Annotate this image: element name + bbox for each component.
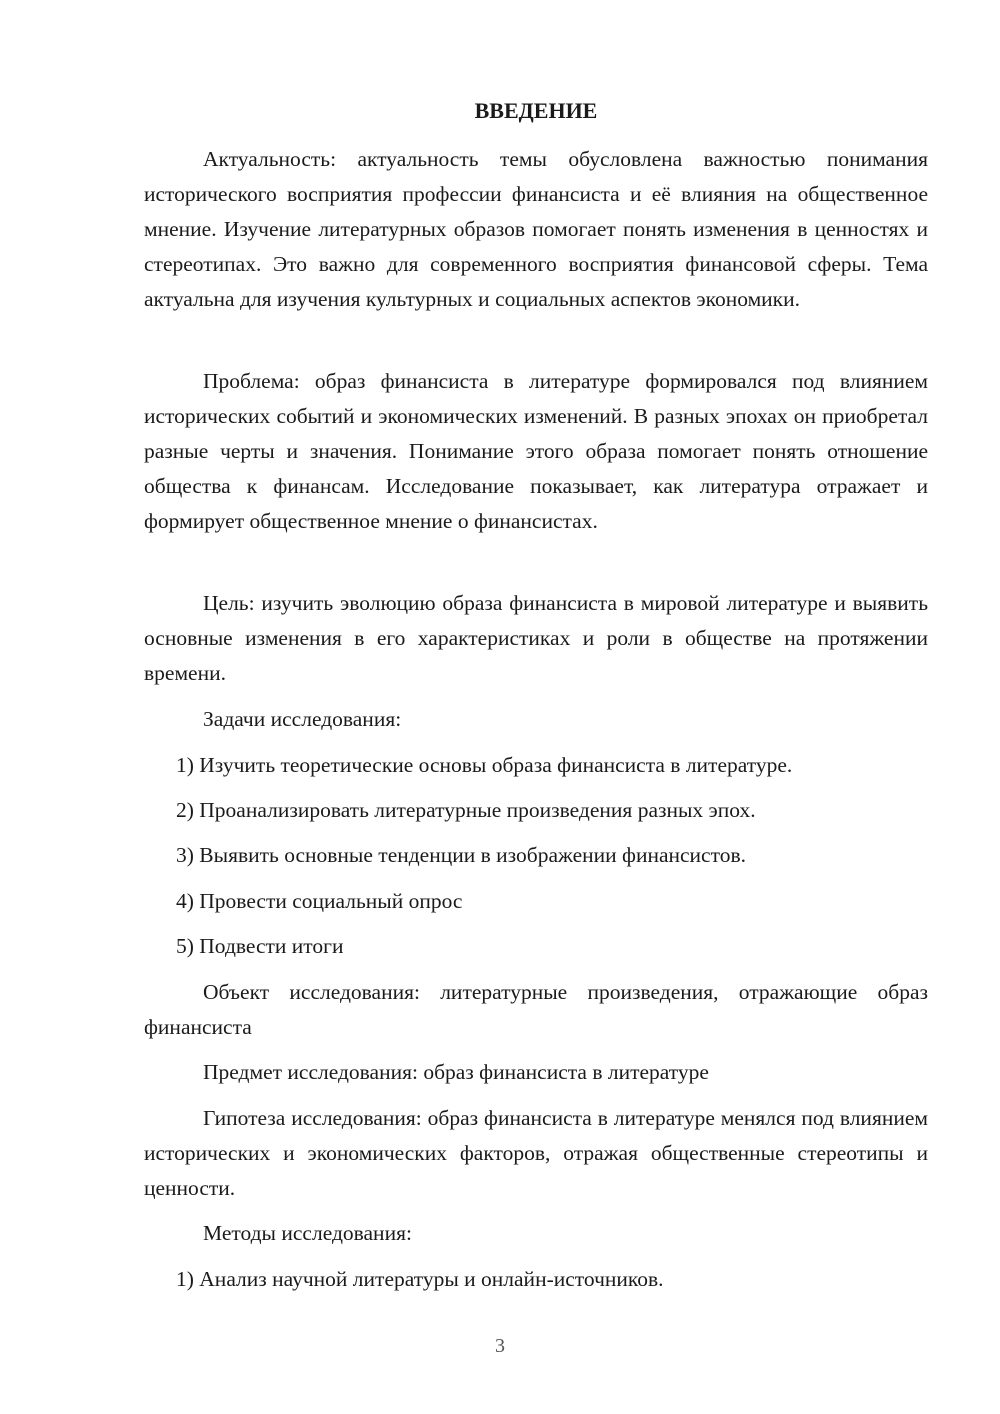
page-number: 3 xyxy=(495,1335,505,1357)
task-item-5: 5) Подвести итоги xyxy=(176,934,344,958)
task-item-2: 2) Проанализировать литературные произведения разных эпох. xyxy=(176,798,756,822)
relevance-paragraph: Актуальность: актуальность темы обусловлена важностью понимания исторического восприятия профессии финансиста и её влияния на общественное мнение. Изучение литературных образов помогает понять изменения в ценностях и стереотипах. Это важно для современного восприятия финансовой сферы. Тема актуальна для изучения культурных и социальных аспектов экономики. xyxy=(144,147,928,311)
object-paragraph: Объект исследования: литературные произведения, отражающие образ финансиста xyxy=(144,980,928,1039)
task-item-3: 3) Выявить основные тенденции в изображении финансистов. xyxy=(176,843,746,867)
task-item-1: 1) Изучить теоретические основы образа финансиста в литературе. xyxy=(176,753,793,777)
tasks-heading: Задачи исследования: xyxy=(203,707,402,731)
goal-paragraph: Цель: изучить эволюцию образа финансиста в мировой литературе и выявить основные изменения в его характеристиках и роли в обществе на протяжении времени. xyxy=(144,591,928,685)
page-title: ВВЕДЕНИЕ xyxy=(474,98,598,123)
subject-paragraph: Предмет исследования: образ финансиста в литературе xyxy=(203,1060,709,1084)
problem-paragraph: Проблема: образ финансиста в литературе формировался под влиянием исторических событий и экономических изменений. В разных эпохах он приобретал разные черты и значения. Понимание этого образа помогает понять отношение общества к финансам. Исследование показывает, как литература отражает и формирует общественное мнение о финансистах. xyxy=(144,369,928,533)
task-item-4: 4) Провести социальный опрос xyxy=(176,889,463,913)
methods-heading: Методы исследования: xyxy=(203,1221,412,1245)
hypothesis-paragraph: Гипотеза исследования: образ финансиста в литературе менялся под влиянием исторических и экономических факторов, отражая общественные стереотипы и ценности. xyxy=(144,1106,928,1200)
method-item-1: 1) Анализ научной литературы и онлайн-источников. xyxy=(176,1267,664,1291)
